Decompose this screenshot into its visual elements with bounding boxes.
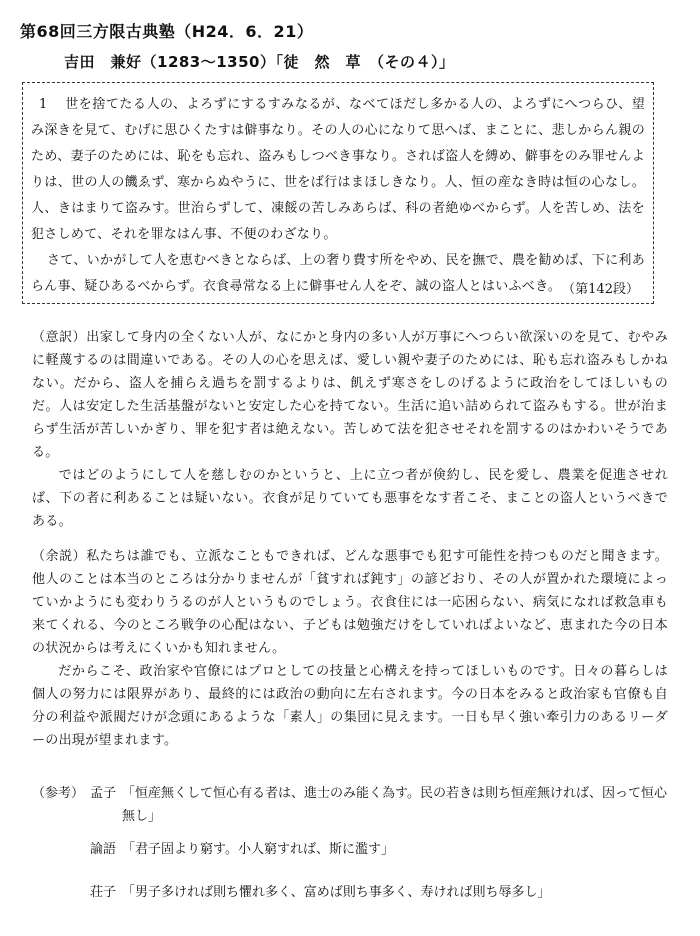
translation-label: （意訳） bbox=[32, 330, 87, 345]
translation-paragraph-1-text: 出家して身内の全くない人が、なにかと身内の多い人が万事にへつらい欲深いのを見て、むやみに軽蔑するのは間違いである。その人の心を思えば、愛しい親や妻子のためには、恥も忘れ盗みもしかねない。だから、盗人を捕らえ過ちを罰するよりは、飢えず寒さをしのげるように政治をしてほしいものだ。人は安定した生活基盤がないと安定した心を持てない。生活に追い詰められて盗みもする。世が治まらず生活が苦しいかぎり、罪を犯す者は絶えない。苦しめて法を犯させそれを罰するのはかわいそうである。 bbox=[32, 330, 668, 460]
reference-label: （参考） bbox=[32, 786, 85, 801]
translation-paragraph-2-text: ではどのようにして人を慈しむのかというと、上に立つ者が倹約し、民を愛し、農業を促進させれば、下の者に利あることは疑いない。衣食が足りていても悪事をなす者こそ、まことの盗人というべきである。 bbox=[32, 468, 668, 529]
commentary-paragraph-1-text: 私たちは誰でも、立派なこともできれば、どんな悪事でも犯す可能性を持つものだと聞きます。他人のことは本当のところは分かりませんが「貧すれば鈍す」の諺どおり、その人が置かれた環境によっていかようにも変わりうるのが人というものでしょう。衣食住には一応困らない、病気になれば救急車も来てくれる、今のところ戦争の心配はない、子どもは勉強だけをしていればよいなど、恵まれた今の日本の状況からは考えにくいかも知れません。 bbox=[32, 549, 668, 656]
reference-quote: 「恒産無くして恒心有る者は、進士のみ能く為す。民の若きは則ち恒産無ければ、因って恒心無し」 bbox=[122, 786, 667, 824]
commentary-section bbox=[32, 545, 668, 752]
passage-number: 1 bbox=[39, 97, 48, 112]
original-paragraph-2-text: さて、いかがして人を恵むべきとならば、上の奢り費す所をやめ、民を撫で、農を勧めば、下に利あらん事、疑ひあるべからず。衣食尋常なる上に僻事せん人をぞ、誠の盗人とはいふべき。 bbox=[31, 253, 645, 294]
reference-quote: 「男子多ければ則ち懼れ多く、富めば則ち事多く、寿ければ則ち辱多し」 bbox=[122, 885, 551, 900]
commentary-paragraph-1 bbox=[32, 545, 668, 660]
commentary-paragraph-2 bbox=[32, 660, 668, 752]
translation-paragraph-1 bbox=[32, 326, 668, 464]
reference-quote: 「君子固より窮す。小人窮すれば、斯に濫す」 bbox=[122, 842, 394, 857]
page-title: 第68回三方限古典塾（H24．6．21） bbox=[20, 22, 314, 41]
translation-section bbox=[32, 326, 668, 533]
reference-source-name: 孟子 bbox=[90, 786, 117, 801]
page-subtitle: 吉田 兼好（1283〜1350）「徒 然 草 （その４）」 bbox=[64, 53, 455, 71]
original-text-box bbox=[22, 82, 654, 304]
commentary-label: （余説） bbox=[32, 549, 87, 564]
translation-paragraph-2 bbox=[32, 464, 668, 533]
original-paragraph-2 bbox=[31, 248, 645, 300]
reference-source-name: 荘子 bbox=[90, 885, 117, 900]
original-paragraph-1-text: 世を捨てたる人の、よろずにするすみなるが、なべてほだし多かる人の、よろずにへつらひ、望み深きを見て、むげに思ひくたすは僻事なり。その人の心になりて思へば、まことに、悲しからん親のため、妻子のためには、恥をも忘れ、盗みもしつべき事なり。されば盗人を縛め、僻事をのみ罪せんよりは、世の人の饑ゑず、寒からぬやうに、世をば行はまほしきなり。人、恒の産なき時は恒の心なし。人、きはまりて盗みす。世治らずして、凍餒の苦しみあらば、科の者絶ゆべからず。人を苦しめ、法を犯さしめて、それを罪なはん事、不便のわざなり。 bbox=[31, 97, 645, 242]
original-paragraph-1 bbox=[31, 92, 645, 248]
passage-source: （第142段） bbox=[562, 282, 639, 297]
reference-source-name: 論語 bbox=[90, 842, 117, 857]
commentary-paragraph-2-text: だからこそ、政治家や官僚にはプロとしての技量と心構えを持ってほしいものです。日々の暮らしは個人の努力には限界があり、最終的には政治の動向に左右されます。今の日本をみると政治家も官僚も自分の利益や派閥だけが念頭にあるような「素人」の集団に見えます。一日も早く強い牽引力のあるリーダーの出現が望まれます。 bbox=[32, 664, 668, 748]
